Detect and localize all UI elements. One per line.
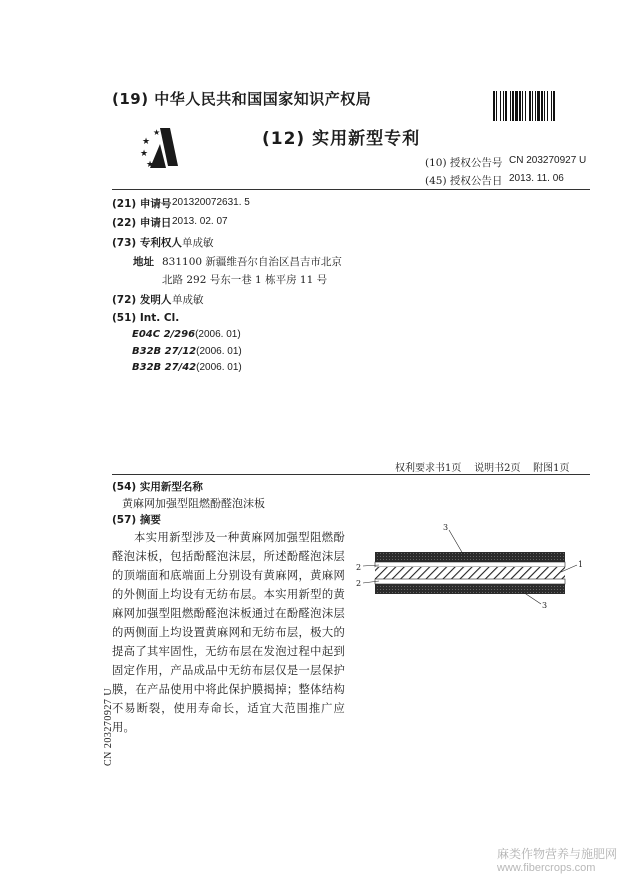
ipc-entry	[132, 346, 242, 357]
figure-label: 2	[356, 563, 362, 572]
app-no-label: (21) 申请号	[112, 198, 172, 210]
utility-title: 黄麻网加强型阻燃酚醛泡沫板	[122, 497, 265, 510]
ipc-label: (51) Int. Cl.	[112, 312, 180, 324]
app-no: 201320072631. 5	[172, 197, 250, 208]
fabric-layer-bottom	[375, 584, 565, 594]
app-date-label: (22) 申请日	[112, 217, 172, 229]
watermark-url: www.fibercrops.com	[497, 862, 596, 874]
figure-label: 3	[542, 601, 548, 608]
foam-core	[375, 567, 565, 579]
barcode-bar	[555, 91, 556, 121]
abstract-text	[112, 528, 345, 737]
mid-rule	[112, 474, 590, 475]
inventor: 单成敏	[172, 294, 204, 306]
address-label: 地址	[133, 256, 154, 268]
abstract-paragraph: 本实用新型涉及一种黄麻网加强型阻燃酚醛泡沫板，包括酚醛泡沫层，所述酚醛泡沫层的顶端面和底端面上分别设有黄麻网，黄麻网的外侧面上均设有无纺布层。本实用新型的黄麻网加强型阻燃酚醛泡沫板通过在酚醛泡沫层的两侧面上均设置黄麻网和无纺布层，极大的提高了其牢固性，无纺布层在发泡过程中起到固定作用，产品成品中无纺布层仅是一层保护膜，在产品使用中将此保护膜揭掉；整体结构不易断裂，使用寿命长，适宜大范围推广应用。	[112, 531, 345, 734]
svg-text:★: ★	[146, 160, 155, 170]
svg-text:★: ★	[142, 137, 151, 147]
office-name: (19) 中华人民共和国国家知识产权局	[112, 90, 372, 108]
fabric-layer-top	[375, 552, 565, 562]
svg-text:★: ★	[153, 128, 161, 137]
ipc-code: B32B 27/12	[132, 346, 197, 357]
svg-text:★: ★	[140, 149, 149, 159]
ipc-entry	[132, 329, 241, 340]
barcode	[493, 91, 581, 121]
side-pub-number: CN 203270927 U	[103, 687, 114, 766]
figure-label: 1	[578, 560, 584, 569]
cnipa-logo-icon	[140, 124, 190, 172]
app-date: 2013. 02. 07	[172, 216, 228, 227]
figure-label: 2	[356, 579, 362, 588]
ipc-version: (2006. 01)	[195, 329, 241, 340]
ipc-version: (2006. 01)	[196, 346, 242, 357]
ipc-code: B32B 27/42	[132, 362, 197, 373]
cross-section-figure	[355, 522, 585, 608]
inventor-label: (72) 发明人	[112, 294, 172, 306]
top-rule	[112, 189, 590, 190]
pub-no: CN 203270927 U	[509, 155, 587, 166]
jute-net-top	[375, 562, 565, 567]
ipc-code: E04C 2/296	[132, 329, 196, 340]
ipc-version: (2006. 01)	[196, 362, 242, 373]
ipc-entry	[132, 362, 242, 373]
document-type: (12) 实用新型专利	[262, 129, 421, 149]
pub-no-label: (10) 授权公告号	[425, 157, 503, 169]
abstract-label: (57) 摘要	[112, 514, 161, 526]
figure-label: 3	[443, 523, 449, 532]
pub-date-label: (45) 授权公告日	[425, 175, 503, 187]
watermark-text: 麻类作物营养与施肥网	[497, 847, 618, 861]
pages-count: 权利要求书1页 说明书2页 附图1页	[395, 463, 570, 474]
jute-net-bottom	[375, 579, 565, 584]
title-label: (54) 实用新型名称	[112, 481, 203, 493]
address-line1: 831100 新疆维吾尔自治区昌吉市北京	[162, 256, 342, 268]
address-line2: 北路 292 号东一巷 1 栋平房 11 号	[162, 274, 328, 286]
patentee-label: (73) 专利权人	[112, 237, 182, 249]
pub-date: 2013. 11. 06	[509, 173, 564, 184]
patentee: 单成敏	[182, 237, 214, 249]
